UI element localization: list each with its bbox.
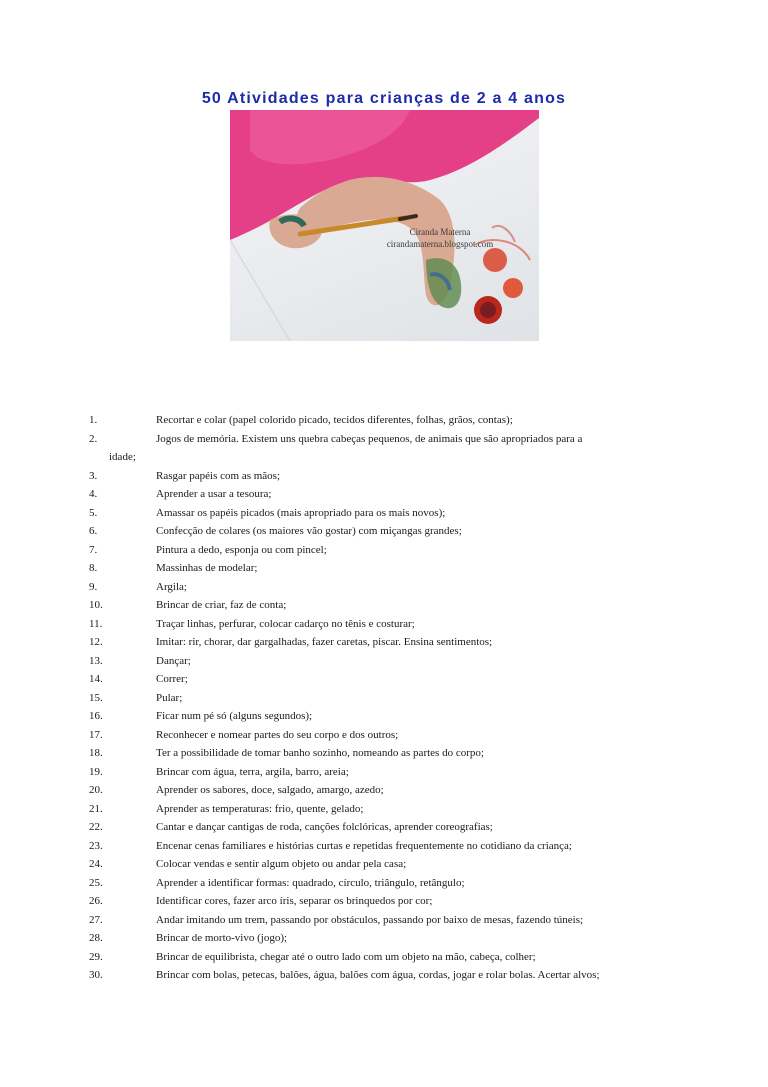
list-item-number: 4.: [89, 488, 98, 500]
list-item-text: Ter a possibilidade de tomar banho sozinho, nomeando as partes do corpo;: [156, 747, 484, 759]
list-item-text: Identificar cores, fazer arco íris, separar os brinquedos por cor;: [156, 895, 433, 907]
list-item-text: Colocar vendas e sentir algum objeto ou andar pela casa;: [156, 858, 407, 870]
list-item: [0, 522, 768, 541]
list-item: [0, 837, 768, 856]
list-item-text: Aprender os sabores, doce, salgado, amargo, azedo;: [156, 784, 384, 796]
list-item-number: 3.: [89, 469, 98, 482]
list-item-text: Brincar de equilibrista, chegar até o outro lado com um objeto na mão, cabeça, colher;: [156, 950, 536, 963]
list-item: [0, 670, 768, 689]
list-item-text: Argila;: [156, 580, 187, 593]
list-item: [0, 911, 768, 930]
list-item-text: Rasgar papéis com as mãos;: [156, 469, 281, 482]
list-item-number: 7.: [89, 543, 98, 556]
list-item-text: Andar imitando um trem, passando por obstáculos, passando por baixo de mesas, fazendo túneis;: [156, 913, 584, 926]
list-item-number: 19.: [89, 765, 103, 778]
list-item-number: 16.: [89, 710, 103, 722]
list-item-text: Brincar com bolas, petecas, balões, água, balões com água, cordas, jogar e rolar bolas. Acertar alvos;: [156, 969, 600, 981]
list-item-text: Pular;: [156, 691, 183, 704]
list-item-number: 10.: [89, 599, 103, 611]
list-item-text: Brincar de criar, faz de conta;: [156, 599, 287, 611]
activity-list: [0, 411, 768, 985]
list-item: [0, 855, 768, 874]
list-item-number: 30.: [89, 969, 103, 981]
list-item: [0, 559, 768, 578]
list-item-number: 23.: [89, 839, 103, 852]
list-item: [0, 966, 768, 985]
list-item: [0, 874, 768, 893]
watermark-line1: Ciranda Materna: [409, 227, 471, 237]
list-item: [0, 652, 768, 671]
list-item-number: 28.: [89, 932, 103, 944]
list-item: [0, 689, 768, 708]
list-item-number: 26.: [89, 895, 103, 907]
list-item-continuation: idade;: [109, 451, 136, 463]
list-item-text: Massinhas de modelar;: [156, 562, 258, 574]
list-item-text: Cantar e dançar cantigas de roda, canções folclóricas, aprender coreografias;: [156, 821, 493, 833]
list-item-number: 24.: [89, 858, 103, 870]
list-item: [0, 467, 768, 486]
list-item-number: 20.: [89, 784, 103, 796]
list-item-number: 22.: [89, 821, 103, 833]
list-item-number: 17.: [89, 728, 103, 741]
list-item: [0, 541, 768, 560]
list-item: [0, 800, 768, 819]
list-item-text: Ficar num pé só (alguns segundos);: [156, 710, 313, 722]
list-item-number: 13.: [89, 654, 103, 667]
list-item-number: 14.: [89, 673, 103, 685]
list-item-text: Brincar de morto-vivo (jogo);: [156, 932, 288, 944]
list-item: [0, 744, 768, 763]
list-item: [0, 818, 768, 837]
list-item-number: 8.: [89, 562, 98, 574]
list-item-text: Recortar e colar (papel colorido picado, tecidos diferentes, folhas, grãos, contas);: [156, 414, 513, 426]
list-item-number: 5.: [89, 506, 98, 519]
list-item: [0, 411, 768, 430]
list-item-text: Confecção de colares (os maiores vão gostar) com miçangas grandes;: [156, 525, 462, 537]
list-item-text: Correr;: [156, 673, 188, 685]
list-item-number: 21.: [89, 802, 103, 815]
list-item-number: 12.: [89, 636, 103, 648]
list-item: [0, 633, 768, 652]
list-item: [0, 929, 768, 948]
list-item: [0, 763, 768, 782]
watermark-line2: cirandamaterna.blogspot.com: [386, 239, 494, 249]
list-item: [0, 615, 768, 634]
activity-photo: [230, 110, 539, 341]
list-item: [0, 485, 768, 504]
list-item-number: 25.: [89, 876, 103, 889]
list-item-number: 29.: [89, 950, 103, 963]
list-item-text: Jogos de memória. Existem uns quebra cabeças pequenos, de animais que são apropriados para a: [156, 432, 583, 445]
list-item: [0, 430, 768, 467]
list-item: [0, 892, 768, 911]
list-item: [0, 781, 768, 800]
list-item-number: 1.: [89, 414, 98, 426]
list-item-text: Brincar com água, terra, argila, barro, areia;: [156, 765, 349, 778]
list-item-number: 18.: [89, 747, 103, 759]
list-item: [0, 726, 768, 745]
list-item-text: Traçar linhas, perfurar, colocar cadarço no tênis e costurar;: [156, 617, 415, 630]
list-item-text: Aprender as temperaturas: frio, quente, gelado;: [156, 802, 364, 815]
list-item-text: Encenar cenas familiares e histórias curtas e repetidas frequentemente no cotidiano da criança;: [156, 839, 572, 852]
list-item-number: 2.: [89, 432, 98, 445]
page-title: 50 Atividades para crianças de 2 a 4 anos: [201, 90, 567, 107]
list-item: [0, 578, 768, 597]
list-item-text: Pintura a dedo, esponja ou com pincel;: [156, 543, 327, 556]
list-item: [0, 504, 768, 523]
list-item-text: Aprender a usar a tesoura;: [156, 488, 272, 500]
list-item-text: Amassar os papéis picados (mais apropriado para os mais novos);: [156, 506, 446, 519]
list-item-text: Imitar: rir, chorar, dar gargalhadas, fazer caretas, piscar. Ensina sentimentos;: [156, 636, 493, 648]
list-item: [0, 948, 768, 967]
list-item-text: Dançar;: [156, 654, 191, 667]
list-item: [0, 596, 768, 615]
list-item-number: 11.: [89, 617, 103, 630]
list-item: [0, 707, 768, 726]
painted-foot-photo-icon: [230, 110, 539, 341]
list-item-number: 9.: [89, 580, 98, 593]
list-item-text: Reconhecer e nomear partes do seu corpo e dos outros;: [156, 728, 399, 741]
list-item-text: Aprender a identificar formas: quadrado, círculo, triângulo, retângulo;: [156, 876, 465, 889]
list-item-number: 27.: [89, 913, 103, 926]
list-item-number: 15.: [89, 691, 103, 704]
list-item-number: 6.: [89, 525, 98, 537]
